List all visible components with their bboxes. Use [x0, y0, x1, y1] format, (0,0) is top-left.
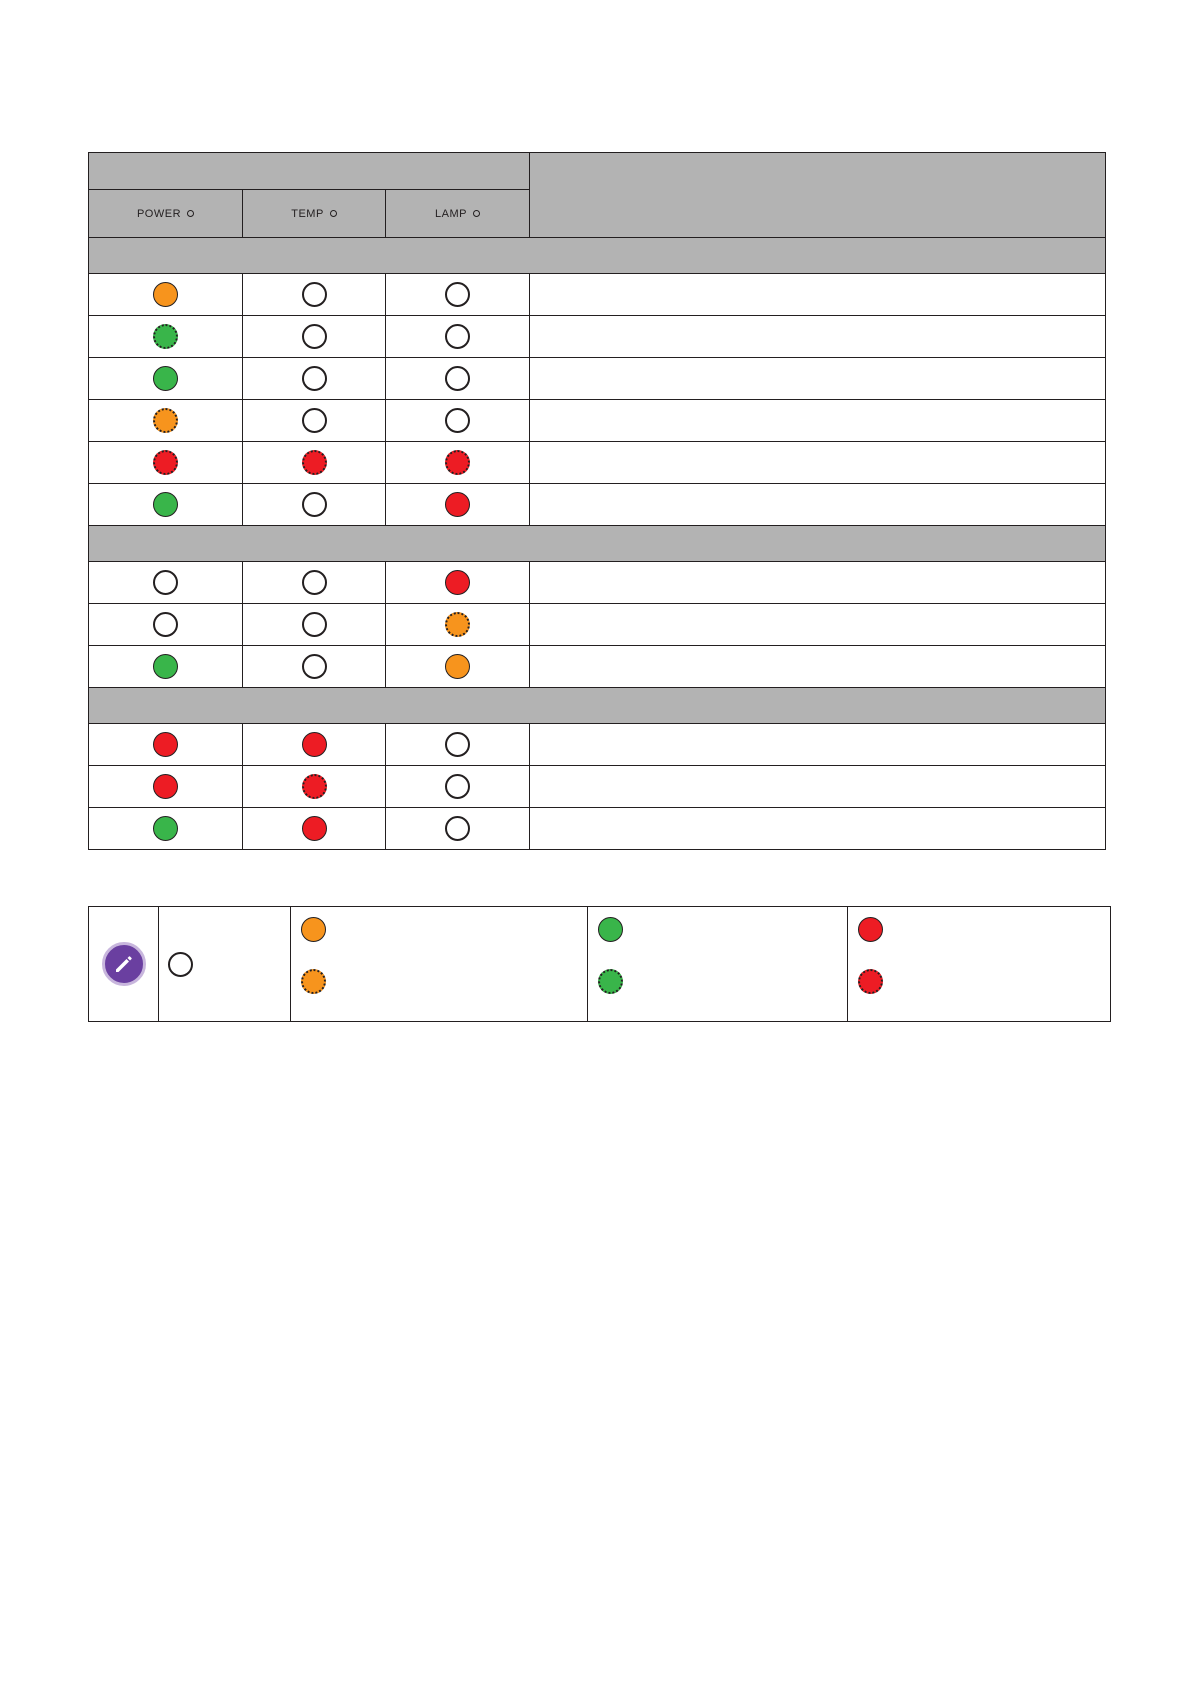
led-orange-solid-icon [301, 917, 326, 942]
led-green-solid-icon [598, 917, 623, 942]
description-header [530, 153, 1106, 238]
power-cell [89, 400, 243, 442]
note-icon-cell [89, 907, 159, 1022]
indicator-group-header [89, 153, 530, 190]
legend-orange-stack [291, 907, 587, 994]
table-row [89, 358, 1106, 400]
led-off-icon [445, 816, 470, 841]
led-red-solid-icon [302, 732, 327, 757]
led-off-icon [153, 612, 178, 637]
table-row [89, 604, 1106, 646]
power-dot-icon [187, 210, 194, 217]
led-off-icon [445, 408, 470, 433]
description-cell [530, 484, 1106, 526]
indicator-table [88, 152, 1106, 850]
table-row [89, 274, 1106, 316]
table-row [89, 316, 1106, 358]
pencil-icon [112, 952, 136, 976]
section-header-row [89, 526, 1106, 562]
lamp-cell [386, 358, 530, 400]
power-cell [89, 562, 243, 604]
power-cell [89, 724, 243, 766]
led-off-icon [153, 570, 178, 595]
description-cell [530, 442, 1106, 484]
led-off-icon [302, 282, 327, 307]
led-red-solid-icon [153, 732, 178, 757]
power-cell [89, 442, 243, 484]
lamp-dot-icon [473, 210, 480, 217]
power-cell [89, 274, 243, 316]
section-header-cell [89, 238, 1106, 274]
power-cell [89, 604, 243, 646]
power-cell [89, 766, 243, 808]
led-green-flashing-icon [153, 324, 178, 349]
description-cell [530, 808, 1106, 850]
led-off-icon [302, 324, 327, 349]
led-green-solid-icon [153, 492, 178, 517]
table-row [89, 724, 1106, 766]
lamp-cell [386, 274, 530, 316]
lamp-cell [386, 766, 530, 808]
table-row [89, 808, 1106, 850]
table-row [89, 442, 1106, 484]
led-red-solid-icon [858, 917, 883, 942]
lamp-cell [386, 562, 530, 604]
legend-table [88, 906, 1111, 1022]
led-red-solid-icon [153, 774, 178, 799]
lamp-cell [386, 316, 530, 358]
power-cell [89, 646, 243, 688]
description-cell [530, 316, 1106, 358]
section-header-cell [89, 688, 1106, 724]
temp-cell [243, 604, 386, 646]
table-row [89, 766, 1106, 808]
temp-cell [243, 358, 386, 400]
lamp-cell [386, 484, 530, 526]
temp-cell [243, 766, 386, 808]
power-header [89, 190, 243, 238]
lamp-cell [386, 604, 530, 646]
legend-green-cell [588, 907, 848, 1022]
lamp-cell [386, 400, 530, 442]
led-off-icon [302, 492, 327, 517]
led-red-flashing-icon [858, 969, 883, 994]
led-orange-flashing-icon [153, 408, 178, 433]
legend-red-cell [848, 907, 1111, 1022]
led-red-flashing-icon [302, 774, 327, 799]
temp-cell [243, 442, 386, 484]
section-header-cell [89, 526, 1106, 562]
power-cell [89, 808, 243, 850]
led-off-icon [302, 654, 327, 679]
description-cell [530, 766, 1106, 808]
description-cell [530, 562, 1106, 604]
led-red-solid-icon [302, 816, 327, 841]
legend-orange-cell [291, 907, 588, 1022]
legend-off-cell [159, 907, 291, 1022]
led-green-flashing-icon [598, 969, 623, 994]
power-header-label: POWER [136, 207, 182, 220]
legend-red-stack [848, 907, 1110, 994]
led-red-flashing-icon [153, 450, 178, 475]
led-off-icon [302, 570, 327, 595]
led-off-icon [168, 952, 193, 977]
led-green-solid-icon [153, 366, 178, 391]
lamp-header-label: LAMP [435, 207, 467, 220]
pencil-note-icon [102, 942, 146, 986]
temp-header [243, 190, 386, 238]
led-off-icon [445, 282, 470, 307]
led-orange-flashing-icon [301, 969, 326, 994]
temp-cell [243, 400, 386, 442]
indicator-table-body [89, 238, 1106, 850]
power-cell [89, 316, 243, 358]
led-red-flashing-icon [445, 450, 470, 475]
led-orange-solid-icon [445, 654, 470, 679]
temp-cell [243, 808, 386, 850]
table-row [89, 400, 1106, 442]
temp-cell [243, 316, 386, 358]
lamp-cell [386, 724, 530, 766]
temp-cell [243, 274, 386, 316]
led-red-flashing-icon [302, 450, 327, 475]
temp-cell [243, 724, 386, 766]
description-cell [530, 724, 1106, 766]
lamp-cell [386, 646, 530, 688]
led-off-icon [302, 612, 327, 637]
temp-dot-icon [330, 210, 337, 217]
led-off-icon [445, 774, 470, 799]
temp-header-label: TEMP [291, 207, 324, 220]
table-row [89, 562, 1106, 604]
temp-cell [243, 484, 386, 526]
legend-green-stack [588, 907, 847, 994]
led-orange-flashing-icon [445, 612, 470, 637]
led-red-solid-icon [445, 570, 470, 595]
table-row [89, 484, 1106, 526]
led-off-icon [302, 408, 327, 433]
power-cell [89, 484, 243, 526]
lamp-cell [386, 808, 530, 850]
led-orange-solid-icon [153, 282, 178, 307]
section-header-row [89, 238, 1106, 274]
led-green-solid-icon [153, 654, 178, 679]
lamp-cell [386, 442, 530, 484]
led-red-solid-icon [445, 492, 470, 517]
power-cell [89, 358, 243, 400]
description-cell [530, 646, 1106, 688]
temp-cell [243, 562, 386, 604]
led-off-icon [445, 732, 470, 757]
description-cell [530, 604, 1106, 646]
led-off-icon [445, 324, 470, 349]
description-cell [530, 358, 1106, 400]
led-green-solid-icon [153, 816, 178, 841]
lamp-header [386, 190, 530, 238]
description-cell [530, 400, 1106, 442]
section-header-row [89, 688, 1106, 724]
led-off-icon [445, 366, 470, 391]
description-cell [530, 274, 1106, 316]
table-row [89, 646, 1106, 688]
led-off-icon [302, 366, 327, 391]
temp-cell [243, 646, 386, 688]
